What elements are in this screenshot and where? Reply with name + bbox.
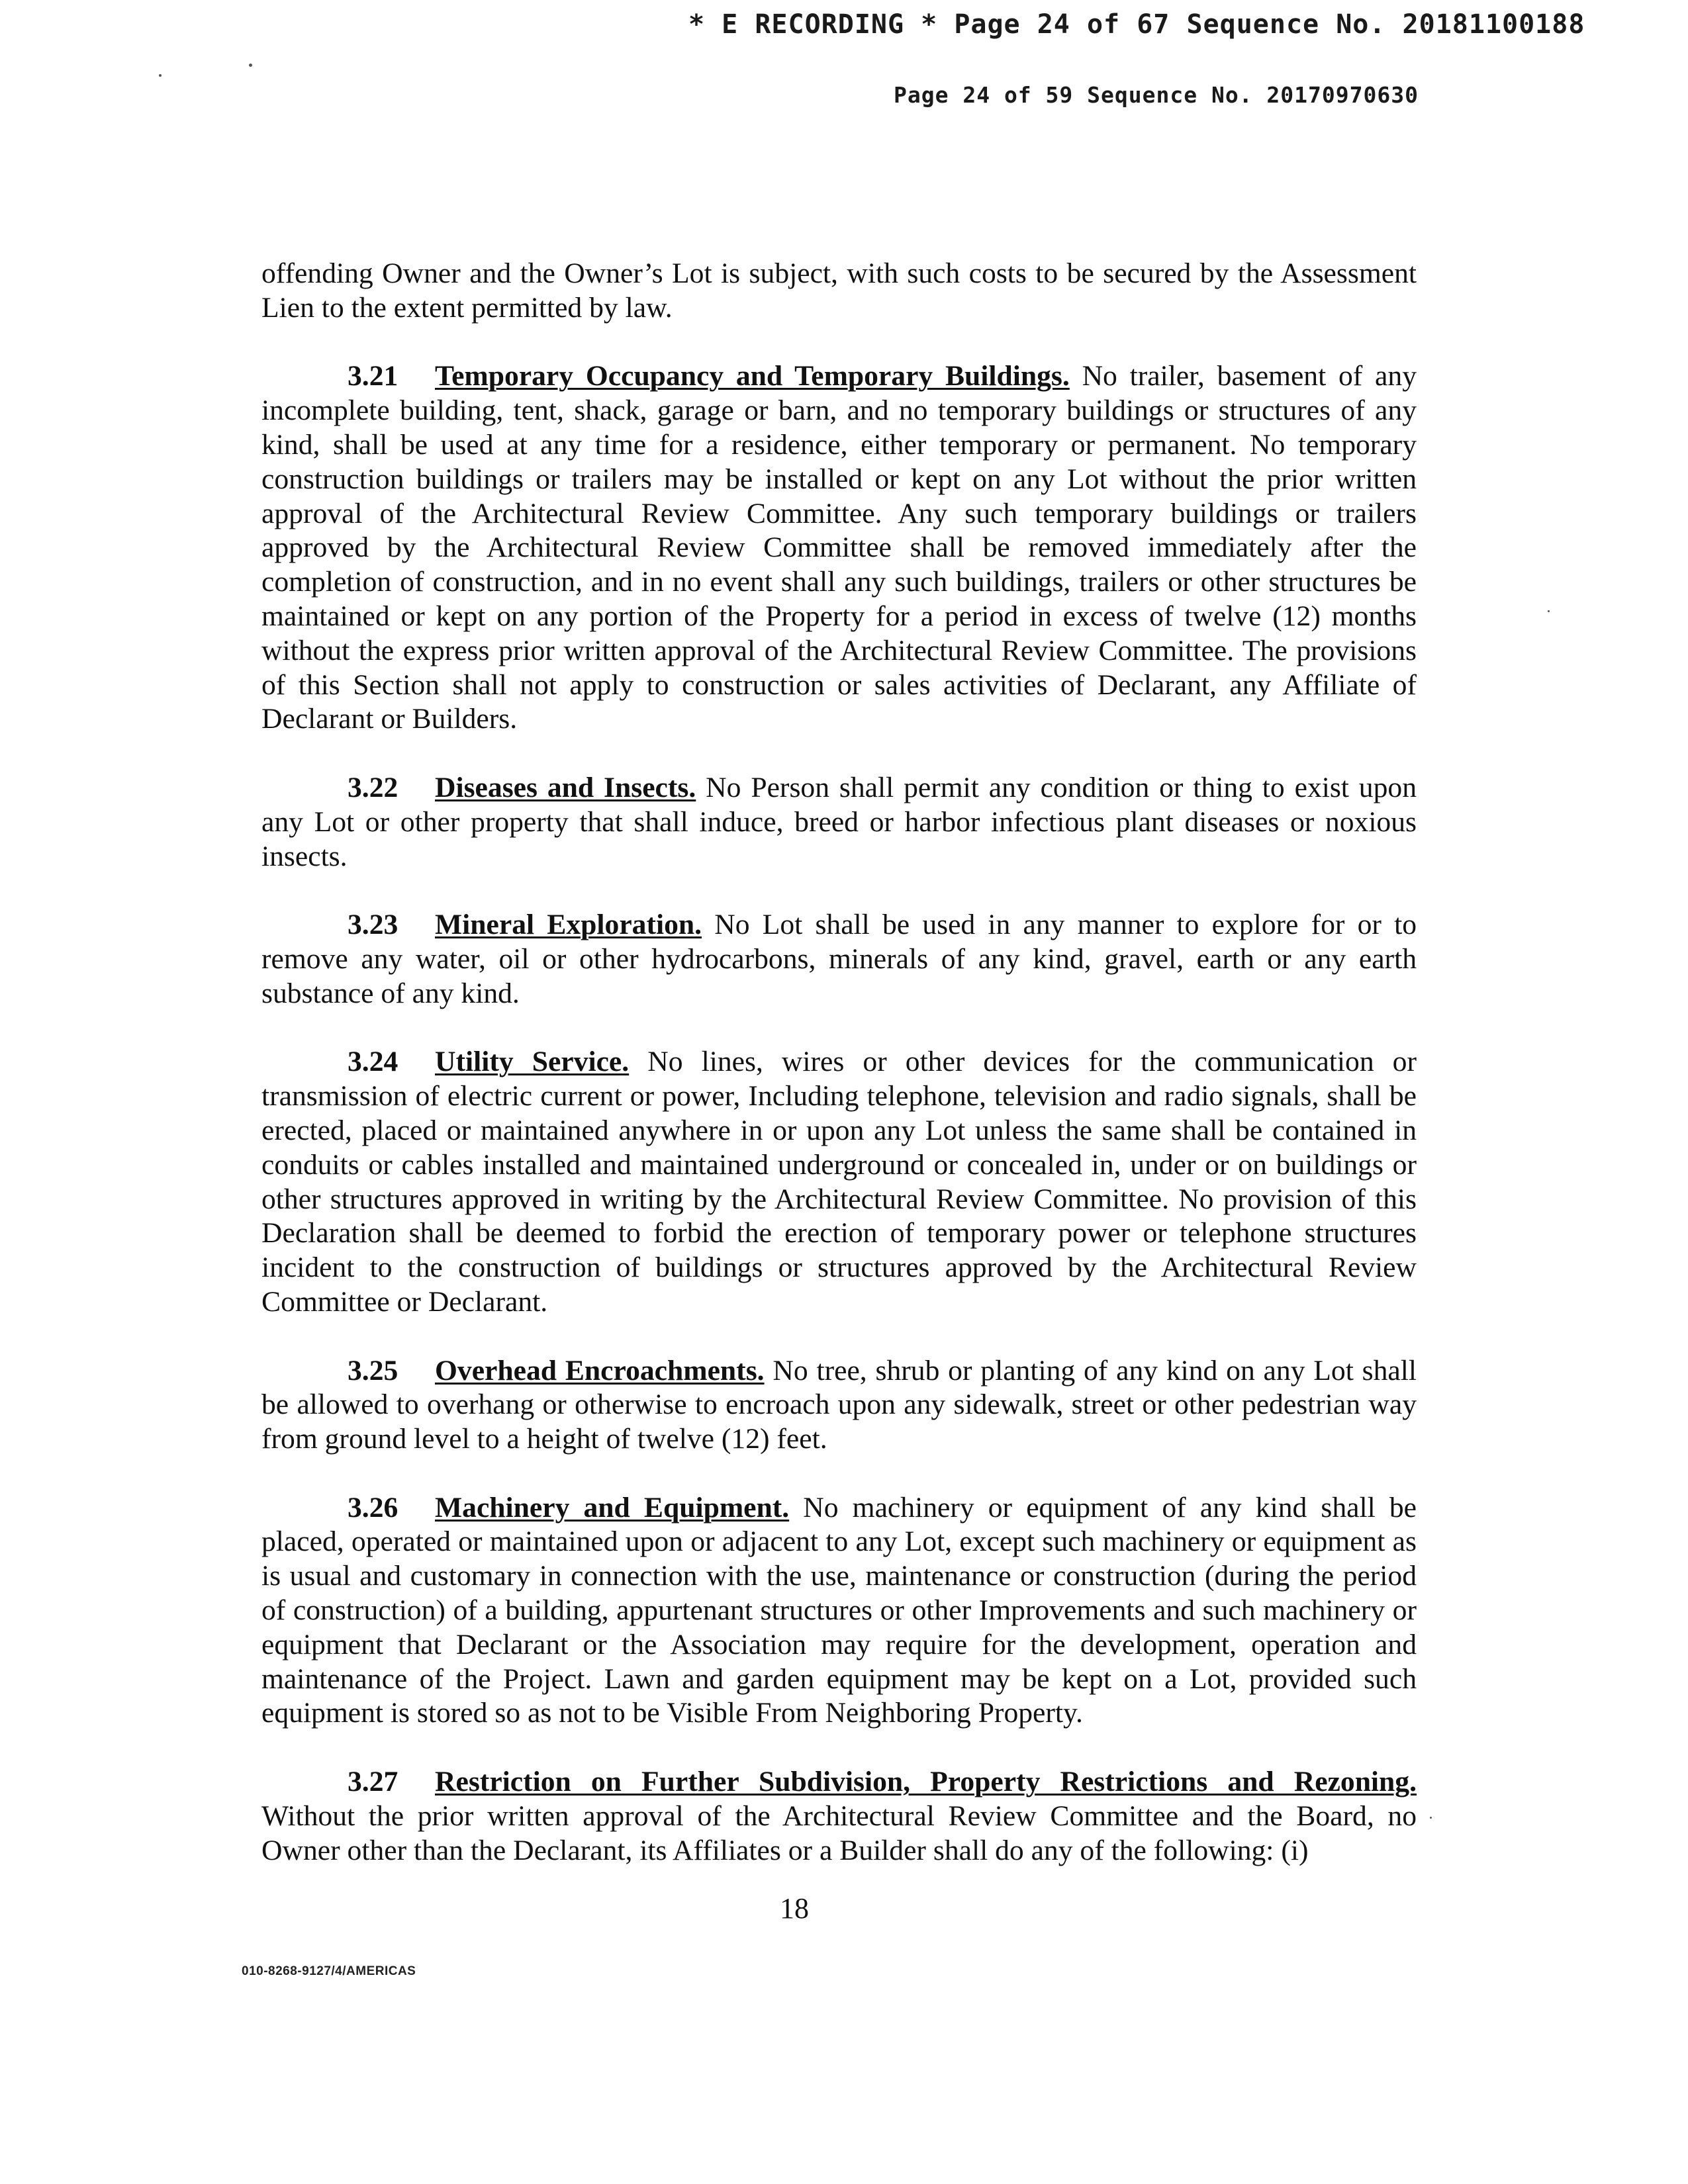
section-3-25 <box>261 1354 1417 1457</box>
section-text: No Person shall permit any condition or thing to exist upon any Lot or other property that shall induce, breed or harbor infectious plant diseases or noxious insects. <box>261 771 1417 872</box>
section-title: Restriction on Further Subdivision, Property Restrictions and Rezoning. <box>435 1766 1417 1798</box>
section-number: 3.26 <box>348 1491 399 1524</box>
scan-speck <box>159 74 162 77</box>
section-title: Overhead Encroachments. <box>435 1354 765 1387</box>
section-3-21 <box>261 359 1417 737</box>
document-id: 010-8268-9127/4/AMERICAS <box>242 1964 416 1978</box>
section-3-22 <box>261 771 1417 874</box>
document-body <box>261 257 1417 1902</box>
continuation-paragraph: offending Owner and the Owner’s Lot is subject, with such costs to be secured by the Assessment Lien to the extent permitted by law. <box>261 257 1417 324</box>
section-3-23 <box>261 908 1417 1011</box>
section-title: Mineral Exploration. <box>435 909 702 941</box>
section-number: 3.21 <box>348 360 399 392</box>
section-number: 3.24 <box>348 1046 399 1078</box>
section-3-26 <box>261 1491 1417 1731</box>
section-title: Diseases and Insects. <box>435 771 696 803</box>
scan-speck <box>249 64 252 67</box>
scan-speck <box>1430 1817 1432 1819</box>
recording-stamp: * E RECORDING * Page 24 of 67 Sequence No. 20181100188 <box>688 9 1585 40</box>
section-text: No Lot shall be used in any manner to explore for or to remove any water, oil or other hydrocarbons, minerals of any kind, gravel, earth or any earth substance of any kind. <box>261 909 1417 1009</box>
scan-speck <box>1548 610 1550 612</box>
section-text: No machinery or equipment of any kind shall be placed, operated or maintained upon or adjacent to any Lot, except such machinery or equipment as is usual and customary in connection with the use, maintenance or construction (during the period of construction) of a building, appurtenant structures or other Improvements and such machinery or equipment that Declarant or the Association may require for the development, operation and maintenance of the Project. Lawn and garden equipment may be kept on a Lot, provided such equipment is stored so as not to be Visible From Neighboring Property. <box>261 1491 1417 1729</box>
section-title: Utility Service. <box>435 1046 630 1078</box>
sequence-stamp: Page 24 of 59 Sequence No. 20170970630 <box>894 82 1419 108</box>
section-3-24 <box>261 1045 1417 1319</box>
section-text: No tree, shrub or planting of any kind on any Lot shall be allowed to overhang or otherwise to encroach upon any sidewalk, street or other pedestrian way from ground level to a height of twelve (12) feet. <box>261 1354 1417 1455</box>
page-number: 18 <box>780 1892 809 1925</box>
section-title: Temporary Occupancy and Temporary Buildings. <box>435 360 1070 392</box>
section-number: 3.22 <box>348 771 399 803</box>
section-text: No trailer, basement of any incomplete building, tent, shack, garage or barn, and no temporary buildings or structures of any kind, shall be used at any time for a residence, either temporary or permanent. No temporary construction buildings or trailers may be installed or kept on any Lot without the prior written approval of the Architectural Review Committee. Any such temporary buildings or trailers approved by the Architectural Review Committee shall be removed immediately after the completion of construction, and in no event shall any such buildings, trailers or other structures be maintained or kept on any portion of the Property for a period in excess of twelve (12) months without the express prior written approval of the Architectural Review Committee. The provisions of this Section shall not apply to construction or sales activities of Declarant, any Affiliate of Declarant or Builders. <box>261 360 1417 735</box>
section-3-27 <box>261 1765 1417 1868</box>
section-number: 3.25 <box>348 1354 399 1387</box>
section-number: 3.27 <box>348 1766 399 1798</box>
section-text: No lines, wires or other devices for the communication or transmission of electric current or power, Including telephone, television and radio signals, shall be erected, placed or maintained anywhere in or upon any Lot unless the same shall be contained in conduits or cables installed and maintained underground or concealed in, under or on buildings or other structures approved in writing by the Architectural Review Committee. No provision of this Declaration shall be deemed to forbid the erection of temporary power or telephone structures incident to the construction of buildings or structures approved by the Architectural Review Committee or Declarant. <box>261 1046 1417 1318</box>
section-text: Without the prior written approval of the Architectural Review Committee and the Board, no Owner other than the Declarant, its Affiliates or a Builder shall do any of the following: (i) <box>261 1799 1417 1866</box>
section-number: 3.23 <box>348 909 399 941</box>
section-title: Machinery and Equipment. <box>435 1491 790 1524</box>
